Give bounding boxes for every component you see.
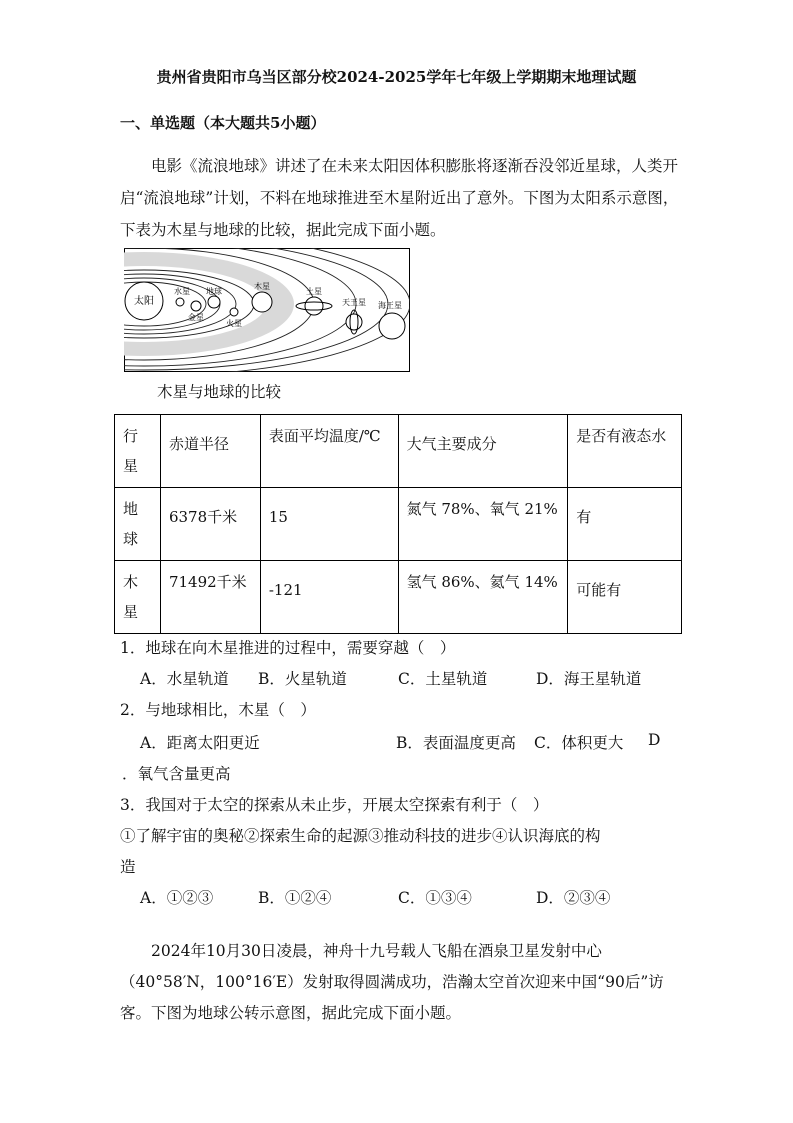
mars-icon <box>230 308 238 316</box>
comparison-table <box>114 414 682 634</box>
label-uranus: 天王星 <box>342 298 366 307</box>
table-caption: 木星与地球的比较 <box>157 383 282 401</box>
table-cell: 地球 <box>115 488 161 561</box>
intro-paragraph-2: 2024年10月30日凌晨，神舟十九号载人飞船在酒泉卫星发射中心（40°58′N，100°16′E）发射取得圆满成功，浩瀚太空首次迎来中国“90后”访客。下图为地球公转示意图，据此完成下面小题。 <box>120 942 664 1022</box>
label-saturn: 土星 <box>306 287 322 296</box>
table-cell: 15 <box>260 488 398 561</box>
table-header-row <box>115 415 682 488</box>
q2-option-d-letter[interactable]: D <box>648 731 661 749</box>
label-sun: 太阳 <box>134 296 154 307</box>
table-cell: 6378千米 <box>160 488 260 561</box>
header-cell: 表面平均温度/℃ <box>260 415 398 488</box>
q2-option-b[interactable]: B．表面温度更高 <box>396 734 516 752</box>
venus-icon <box>191 301 201 311</box>
question-3-stem: 3．我国对于太空的探索从未止步，开展太空探索有利于（ ） <box>120 796 549 814</box>
q1-option-a[interactable]: A．水星轨道 <box>140 670 229 688</box>
label-jupiter: 木星 <box>254 282 270 291</box>
table-row <box>115 561 682 634</box>
question-3-items: ①了解宇宙的奥秘②探索生命的起源③推动科技的进步④认识海底的构 <box>120 827 601 845</box>
table-cell: -121 <box>260 561 398 634</box>
q2-option-d-text[interactable]: ．氧气含量更高 <box>122 765 231 783</box>
header-cell: 大气主要成分 <box>398 415 568 488</box>
question-2-stem: 2．与地球相比，木星（ ） <box>120 701 316 719</box>
q3-option-c[interactable]: C．①③④ <box>398 889 472 907</box>
table-cell: 氮气 78%、氧气 21% <box>398 488 568 561</box>
q2-option-a[interactable]: A．距离太阳更近 <box>140 734 260 752</box>
table-cell: 可能有 <box>568 561 682 634</box>
table-row <box>115 488 682 561</box>
q1-option-c[interactable]: C．土星轨道 <box>398 670 488 688</box>
q2-option-c[interactable]: C．体积更大 <box>534 734 624 752</box>
mercury-icon <box>176 298 184 306</box>
q1-option-b[interactable]: B．火星轨道 <box>258 670 347 688</box>
solar-system-figure <box>124 248 410 372</box>
solar-system-diagram <box>124 248 410 372</box>
q3-option-b[interactable]: B．①②④ <box>258 889 332 907</box>
label-earth: 地球 <box>206 287 222 296</box>
table-cell: 木星 <box>115 561 161 634</box>
exam-title: 贵州省贵阳市乌当区部分校2024-2025学年七年级上学期期末地理试题 <box>156 68 637 86</box>
question-1-stem: 1．地球在向木星推进的过程中，需要穿越（ ） <box>120 639 456 657</box>
earth-icon <box>208 296 220 308</box>
q3-option-a[interactable]: A．①②③ <box>140 889 214 907</box>
table-cell: 有 <box>568 488 682 561</box>
neptune-icon <box>379 313 405 339</box>
intro-paragraph-1: 电影《流浪地球》讲述了在未来太阳因体积膨胀将逐渐吞没邻近星球，人类开启“流浪地球”计划，不料在地球推进至木星附近出了意外。下图为太阳系示意图，下表为木星与地球的比较，据此完成下面小题。 <box>120 157 679 239</box>
header-cell: 是否有液态水 <box>568 415 682 488</box>
label-mars: 火星 <box>226 319 242 328</box>
label-neptune: 海王星 <box>378 301 402 310</box>
table-cell: 氢气 86%、氦气 14% <box>398 561 568 634</box>
question-3-items-cont: 造 <box>120 858 136 876</box>
jupiter-icon <box>252 292 272 312</box>
header-cell: 赤道半径 <box>160 415 260 488</box>
label-venus: 金星 <box>188 313 204 322</box>
table-cell: 71492千米 <box>160 561 260 634</box>
section-heading: 一、单选题（本大题共5小题） <box>120 114 326 132</box>
q1-option-d[interactable]: D．海王星轨道 <box>536 670 642 688</box>
header-cell: 行星 <box>115 415 161 488</box>
label-mercury: 水星 <box>174 287 190 296</box>
q3-option-d[interactable]: D．②③④ <box>536 889 611 907</box>
